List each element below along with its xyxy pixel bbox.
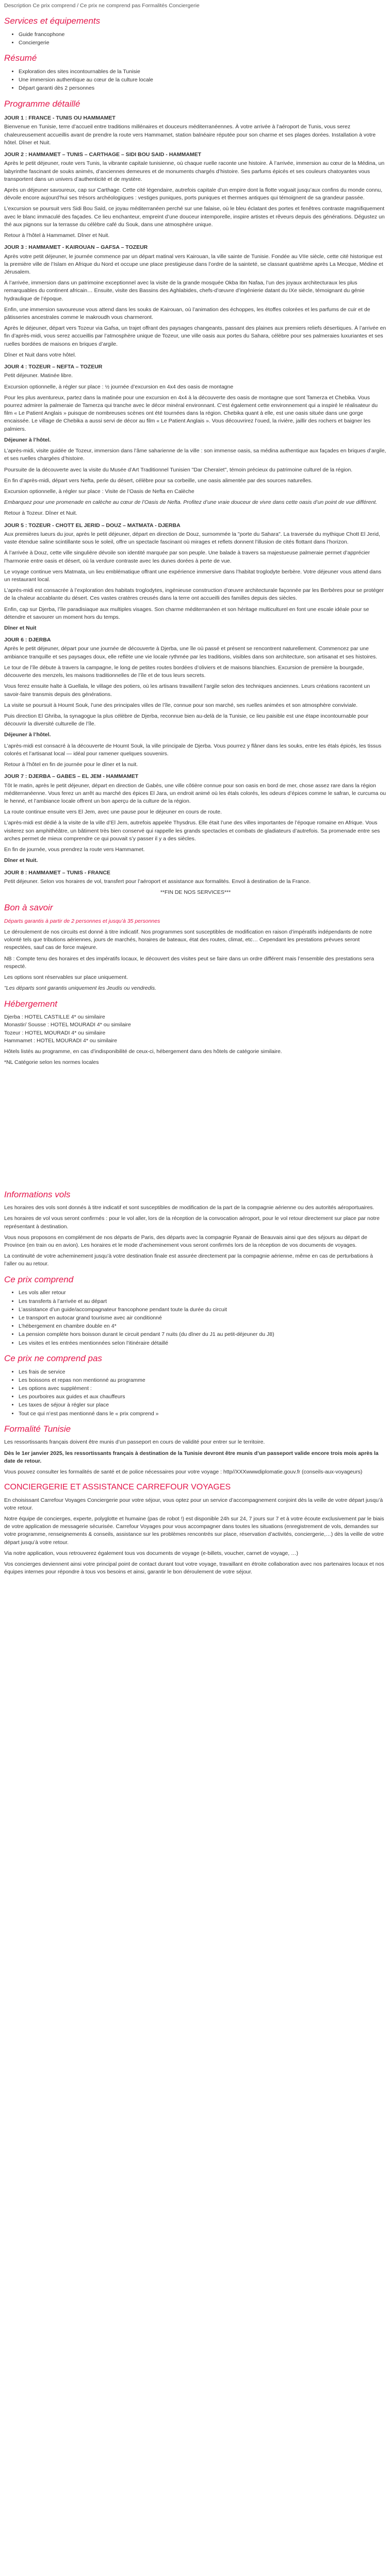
day-paragraph: Excursion optionnelle, à régler sur place : Visite de l’Oasis de Nefta en Calèche [4,488,194,495]
day-4 [4,363,387,518]
conciergerie-paragraph: Notre équipe de concierges, experte, polyglotte et humaine (pas de robot !) est disponible 24h sur 24, 7 jours sur 7 et à votre écoute exclusivement par le biais de votre application de messagerie sécurisée. Carrefour Voyages pour vous accompagner dans toutes les situations (enregistrement de vols, demandes sur votre programme, renseignements & conseils, assistance sur les problèmes rencontrés sur place, réservation d’activités, conciergerie,…) dès la veille de votre départ jusqu’à votre retour. [4,1515,384,1546]
day-paragraph: Déjeuner à l’hôtel. [4,732,51,738]
prix-comprend-title: Ce prix comprend [4,1274,74,1284]
day-title: JOUR 2 : HAMMAMET – TUNIS – CARTHAGE – SIDI BOU SAID - HAMMAMET [4,151,202,158]
services-list [4,31,387,47]
list-item: • Les boissons et repas non mentionné au programme [19,1377,387,1384]
hebergement-paragraph: Hôtels listés au programme, en cas d’indisponibilité de ceux-ci, hébergement dans des hôtels de catégorie similaire. [4,1048,282,1055]
list-item: • Les vols aller retour [19,1289,387,1297]
resume-list [4,68,387,93]
vols-paragraph: Les horaires des vols sont donnés à titre indicatif et sont susceptibles de modification de la part de la compagnie aérienne ou des autorités aéroportuaires. [4,1205,374,1211]
list-item: • Une immersion authentique au cœur de la culture locale [19,76,387,84]
day-1 [4,114,387,147]
day-paragraph: Excursion optionnelle, à régler sur place : ½ journée d’excursion en 4x4 des oasis de montagne [4,383,234,390]
day-paragraph: Aux premières lueurs du jour, après le petit déjeuner, départ en direction de Douz, surnommée la "porte du Sahara". La traversée du mythique Chott El Jerid, vaste étendue saline scintillante sous le soleil, offre un spectacle fascinant où mirages et reflets donnent l’illusion de cités flottant dans l’horizon. [4,531,380,546]
day-paragraph: Petit déjeuner. Matinée libre. [4,372,73,379]
resume-title: Résumé [4,53,37,63]
vols-paragraph: Les horaires de vol vous seront confirmés : pour le vol aller, lors de la réception de la convocation aéroport, pour le vol retour directement sur place par notre représentant à destination. [4,1215,380,1230]
day-paragraph: Petit déjeuner. Selon vos horaires de vol, transfert pour l’aéroport et assistance aux formalités. Envol à destination de la France. [4,878,311,885]
day-paragraph: Retour à l’hôtel à Hammamet. Dîner et Nuit. [4,232,110,239]
day-paragraph: Le tour de l’île débute à travers la campagne, le long de petites routes bordées d’oliviers et de maisons blanchies. Excursion de première la bourgade, découverte des menzels, les maisons traditionnelles de l’île et de tous leurs secrets. [4,664,364,679]
bon-a-savoir-paragraph: NB : Compte tenu des horaires et des impératifs locaux, le découvert des visites peut se faire dans un ordre différent mais l’ensemble des prestations sera respecté. [4,955,374,970]
formalite-paragraph: Vous pouvez consulter les formalités de santé et de police nécessaires pour votre voyage : http//XXXwwwdiplomatie.gouv.fr (conseils-aux-voyageurs) [4,1469,363,1476]
conciergerie-paragraph: Via notre application, vous retrouverez également tous vos documents de voyage (e-billets, voucher, carnet de voyage, …) [4,1550,299,1556]
day-paragraph: L’après-midi, visite guidée de Tozeur, immersion dans l’âme saharienne de la ville : son immense oasis, sa médina authentique aux façades en briques d’argile, et ses ruelles chargées d’histoire. [4,448,386,462]
day-6 [4,636,387,769]
day-paragraph: À l’arrivée, immersion dans un patrimoine exceptionnel avec la visite de la grande mosquée Okba Ibn Nafaa, l’un des joyaux architecturaux les plus remarquables du continent africain… Ensuite, visite des Bassins des Aghlabides, chefs-d’œuvre d’ingénierie datant du IXe siècle, témoignant du génie hydraulique de l’époque. [4,280,365,302]
day-3 [4,244,387,359]
bon-a-savoir-paragraph: "Les départs sont garantis uniquement les Jeudis ou vendredis. [4,985,156,992]
list-item: • Les transferts à l’arrivée et au départ [19,1298,387,1306]
day-paragraph: Après le petit déjeuner, départ pour une journée de découverte à Djerba, une île où passé et présent se rencontrent naturellement. Commencez par une ambiance tranquille et ses paysages doux, elle reflète une vie locale rythmée par les traditions, visibles dans son architecture, son artisanat et ses histoires. [4,646,378,660]
list-item: • L’hébergement en chambre double en 4* [19,1323,387,1330]
day-paragraph: Après votre petit déjeuner, le journée commence par un départ matinal vers Kairouan, la ville sainte de Tunisie. Fondée au VIIe siècle, cette cité historique est la première ville de l’Islam en Afrique du Nord et occupe une place prestigieuse dans l’ordre de la sainteté, se classant quatrième après La Mecque, Médine et Jérusalem. [4,253,383,275]
day-paragraph: À l’arrivée à Douz, cette ville singulière dévoile son identité marquée par son peuple. Une balade à travers sa majestueuse palmeraie permet d’apprécier l’harmonie entre oasis et désert, où la verdure contraste avec les dunes dorées à perte de vue. [4,550,370,564]
hebergement-title: Hébergement [4,998,58,1009]
list-item: • Les frais de service [19,1368,387,1376]
conciergerie-paragraph: Vos concierges deviennent ainsi votre principal point de contact durant tout votre voyage, travaillant en étroite collaboration avec nos partenaires locaux et nos équipes internes pour répondre à tous vos besoins et ainsi, garantir le bon déroulement de votre séjour. [4,1561,384,1575]
conciergerie-title: CONCIERGERIE ET ASSISTANCE CARREFOUR VOYAGES [4,1483,231,1492]
list-item: • Conciergerie [19,39,387,47]
day-paragraph: Vous ferez ensuite halte à Guellala, le village des potiers, où les artisans travaillent l’argile selon des techniques anciennes. Leurs créations racontent un savoir-faire transmis depuis des générations. [4,683,370,698]
day-paragraph: L’après-midi est consacré à la découverte de Houmt Souk, la ville principale de Djerba. Vous pourrez y flâner dans les souks, entre les étals épicés, les tissus colorés et l’artisanat local — idéal pour ramener quelques souvenirs. [4,742,382,757]
hotel-line: Djerba : HOTEL CASTILLE 4* ou similaire [4,1014,105,1021]
day-paragraph: Enfin, une immersion savoureuse vous attend dans les souks de Kairouan, où l’animation des échoppes, les étoffes colorées et les parfums de cuir et de pâtisseries ancestrales comme le makroudh vous charmeront. [4,306,370,321]
list-item: • La pension complète hors boisson durant le circuit pendant 7 nuits (du dîner du J1 au petit-déjeuner du J8) [19,1331,387,1338]
list-item: • Guide francophone [19,31,387,39]
day-paragraph: Embarquez pour une promenade en calèche au cœur de l’Oasis de Nefta. Profitez d’une vraie douceur de vivre dans cette oasis d’un point de vue différent. [4,499,378,506]
day-title: JOUR 8 : HAMMAMET – TUNIS - FRANCE [4,869,110,876]
list-item: • Départ garanti dès 2 personnes [19,84,387,92]
day-paragraph: Déjeuner à l’hôtel. [4,436,51,443]
formalite-paragraph: Dès le 1er janvier 2025, les ressortissants français à destination de la Tunisie devront être munis d’un passeport valide encore trois mois après la date de retour. [4,1450,379,1464]
day-title: JOUR 7 : DJERBA – GABES – EL JEM - HAMMAMET [4,773,139,780]
prix-comprend-list [4,1289,387,1347]
day-5 [4,522,387,633]
day-paragraph: Retour à l’hôtel en fin de journée pour le dîner et la nuit. [4,761,138,768]
day-paragraph: La route continue ensuite vers El Jem, avec une pause pour le déjeuner en cours de route. [4,809,222,816]
day-paragraph: Le voyage continue vers Matmata, un lieu emblématique offrant une expérience immersive dans l’habitat troglodyte berbère. Votre déjeuner vous attend dans un restaurant local. [4,568,382,583]
vols-title: Informations vols [4,1189,71,1199]
day-2 [4,151,387,240]
day-title: JOUR 1 : FRANCE - TUNIS OU HAMMAMET [4,115,116,122]
day-paragraph: En fin de journée, vous prendrez la route vers Hammamet. [4,846,145,853]
vols-paragraph: La continuité de votre acheminement jusqu’à votre destination finale est assurée directement par la compagnie aérienne, même en cas de perturbations à l’aller ou au retour. [4,1253,373,1267]
day-paragraph: La visite se poursuit à Houmt Souk, l’une des principales villes de l’île, connue pour son marché, ses ruelles animées et son atmosphère conviviale. [4,702,358,708]
day-paragraph: Retour à Tozeur. Dîner et Nuit. [4,510,77,517]
bon-a-savoir-paragraph: Le déroulement de nos circuits est donné à titre indicatif. Nos programmes sont susceptibles de modification en raison d’impératifs indépendants de notre volonté tels que tributions aériennes, jours de marchés, horaires de bateaux, état des routes, climat, etc… Cependant les prestations prévues seront respectées, sauf cas de force majeure. [4,929,372,951]
bon-a-savoir-guarantee: Départs garantis à partir de 2 personnes et jusqu’à 35 personnes [4,918,160,924]
day-7 [4,773,387,865]
day-paragraph: Enfin, cap sur Djerba, l’île paradisiaque aux multiples visages. Son charme méditerranéen et son héritage multiculturel en font une escale idéale pour se détendre et savourer un moment hors du temps. [4,606,369,620]
formalite-title: Formalité Tunisie [4,1423,71,1434]
hotel-line: Tozeur : HOTEL MOURADI 4* ou similaire [4,1029,106,1036]
day-paragraph: Après un déjeuner savoureux, cap sur Carthage. Cette cité légendaire, autrefois capitale d’un empire dont la flotte voguait jusqu’aux confins du monde connu, dévoile encore aujourd’hui ses trésors archéologiques : vestiges puniques, ports puniques et thermes antiques qui témoignent de sa grandeur passée. [4,187,383,201]
day-title: JOUR 3 : HAMMAMET - KAIROUAN – GAFSA – TOZEUR [4,244,148,251]
day-paragraph: Après le déjeuner, départ vers Tozeur via Gafsa, un trajet offrant des paysages changeants, passant des plaines aux premiers reliefs désertiques. À l’arrivée en fin d’après-midi, vous serez accueillis par l’atmosphère unique de Tozeur, une ville oasis aux portes du Sahara, célèbre pour ses palmeraies luxuriantes et ses ruelles bordées de maisons en briques d’argile. [4,325,386,347]
day-title: JOUR 5 : TOZEUR - CHOTT EL JERID – DOUZ – MATMATA - DJERBA [4,522,181,529]
prix-pas-title: Ce prix ne comprend pas [4,1353,102,1363]
day-8 [4,869,387,886]
day-paragraph: Pour les plus aventureux, partez dans la matinée pour une excursion en 4x4 à la découverte des oasis de montagne que sont Tamerza et Chebika. Vous pourrez admirer la palmeraie de Tamerza qui tranche avec le décor minéral environnant. C’est également cette environnement qui a inspiré le réalisateur du film « Le Patient Anglais » puisque de nombreuses scènes ont été tournées dans la région. Chebika quant à elle, est une oasis située dans une gorge encaissée. Le village de Chebika a aussi servi de décor au film « Le Patient Anglais ». Vous découvrirez l’oued, la rivière, jaillir des rochers et baigner les palmiers. [4,394,378,432]
bon-a-savoir-title: Bon à savoir [4,903,53,913]
day-paragraph: Après le petit déjeuner, route vers Tunis, la vibrante capitale tunisienne, où chaque ruelle raconte une histoire. À l’arrivée, immersion au cœur de la Médina, un labyrinthe fascinant de souks animés, d’anciennes demeures et de monuments chargés d’histoire. Ses parfums épicés et ses couleurs chatoyantes vous transportent dans un univers d’authenticité et de mystère. [4,160,385,182]
day-title: JOUR 6 : DJERBA [4,637,51,643]
programme-end-note: **FIN DE NOS SERVICES*** [160,889,231,895]
day-paragraph: L’après-midi est dédié à la visite de la ville d’El Jem, autrefois appelée Thysdrus. Elle était l’une des villes importantes de l’époque romaine en Afrique. Vous visiterez son amphithéâtre, un bâtiment très bien conservé qui rappelle les grands spectacles et combats de gladiateurs d’autrefois. Sa promenade entre ses arches permet de mieux comprendre ce qui pouvait s’y passer il y a des siècles. [4,820,380,842]
hotel-line: Monastir/ Sousse : HOTEL MOURADI 4* ou similaire [4,1022,131,1028]
list-item: • Tout ce qui n’est pas mentionné dans le « prix comprend » [19,1410,387,1418]
list-item: • Les pourboires aux guides et aux chauffeurs [19,1393,387,1401]
day-paragraph: Tôt le matin, après le petit déjeuner, départ en direction de Gabès, une ville côtière connue pour son oasis en bord de mer, chose assez rare dans la région méditerranéenne. Vous ferez un arrêt au marché des épices El Jara, un endroit animé où les étals colorés, les odeurs d’épices comme le safran, le curcuma ou le henné, et l’ambiance locale offrent un bon aperçu de la culture de la région. [4,782,386,804]
hotel-list [4,1013,387,1045]
formalite-paragraph: Les ressortissants français doivent être munis d’un passeport en cours de validité pour entrer sur le territoire. [4,1439,265,1446]
hebergement-paragraph: *NL Catégorie selon les normes locales [4,1059,99,1066]
conciergerie-paragraph: En choisissant Carrefour Voyages Conciergerie pour votre séjour, vous optez pour un service d’accompagnement conjoint dès la veille de votre départ jusqu’à votre retour. [4,1497,383,1511]
programme-title: Programme détaillé [4,98,80,109]
day-paragraph: L’excursion se poursuit vers Sidi Bou Saïd, ce joyau méditerranéen perché sur une falaise, où le bleu éclatant des portes et fenêtres contraste magnifiquement avec le blanc immaculé des façades. Ce lieu enchanteur, empreint d’une douceur intemporelle, inspire artistes et rêveurs depuis des générations. Dégustez un thé aux pignons sur la terrasse du célèbre café du Souk, dans une atmosphère unique. [4,206,385,228]
vols-paragraph: Vous nous proposons en complément de nos départs de Paris, des départs avec la compagnie Ryanair de Beauvais ainsi que des séjours au départ de Province (en train ou en avion). Les horaires et le mode d’acheminement vous seront confirmés lors de la réception de vos documents de voyages. [4,1234,367,1249]
bon-a-savoir-paragraph: Les options sont réservables sur place uniquement. [4,974,128,981]
day-paragraph: L’après-midi est consacrée à l’exploration des habitats troglodytes, ingénieuse construction d’œuvre architecturale façonnée par les Berbères pour se protéger de la chaleur accablante du désert. Ces vastes cratères creusés dans la terre ont accueilli des familles depuis des siècles. [4,587,384,602]
day-paragraph: En fin d’après-midi, départ vers Nefta, perle du désert, célèbre pour sa corbeille, une oasis alimentée par des sources naturelles. [4,477,313,484]
list-item: • Les taxes de séjour à régler sur place [19,1401,387,1409]
list-item: • Les visites et les entrées mentionnées selon l’itinéraire détaillé [19,1340,387,1347]
list-item: • Exploration des sites incontournables de la Tunisie [19,68,387,76]
day-paragraph: Dîner et Nuit dans votre hôtel. [4,351,76,358]
list-item: • Les options avec supplément : [19,1385,387,1393]
day-paragraph: Dîner et Nuit [4,625,37,632]
services-title: Services et équipements [4,16,101,26]
tab-links-text: Description Ce prix comprend / Ce prix ne comprend pas Formalités Conciergerie [4,3,200,9]
list-item: • Le transport en autocar grand tourisme avec air conditionné [19,1314,387,1322]
day-paragraph: Poursuite de la découverte avec la visite du Musée d’Art Traditionnel Tunisien "Dar Cheraïet", témoin précieux du patrimoine culturel de la région. [4,466,353,473]
day-paragraph: Puis direction El Ghriba, la synagogue la plus célèbre de Djerba, reconnue bien au-delà de la Tunisie, ce lieu paisible est une étape incontournable pour découvrir la diversité culturelle de l’île. [4,713,369,727]
blank-gap [4,1070,387,1183]
prix-pas-list [4,1368,387,1418]
day-paragraph: Dîner et Nuit. [4,857,38,864]
day-paragraph: Bienvenue en Tunisie, terre d’accueil entre traditions millénaires et douceurs méditerranéennes. À votre arrivée à l’aéroport de Tunis, vous serez chaleureusement accueillis avant de prendre la route vers Hammamet, station balnéaire réputée pour son charme et ses plages dorées. Installation à votre hôtel. Dîner et Nuit. [4,124,376,146]
list-item: • L’assistance d’un guide/accompagnateur francophone pendant toute la durée du circuit [19,1306,387,1314]
day-title: JOUR 4 : TOZEUR – NEFTA – TOZEUR [4,364,103,370]
hotel-line: Hammamet : HOTEL MOURADI 4* ou similaire [4,1037,117,1044]
